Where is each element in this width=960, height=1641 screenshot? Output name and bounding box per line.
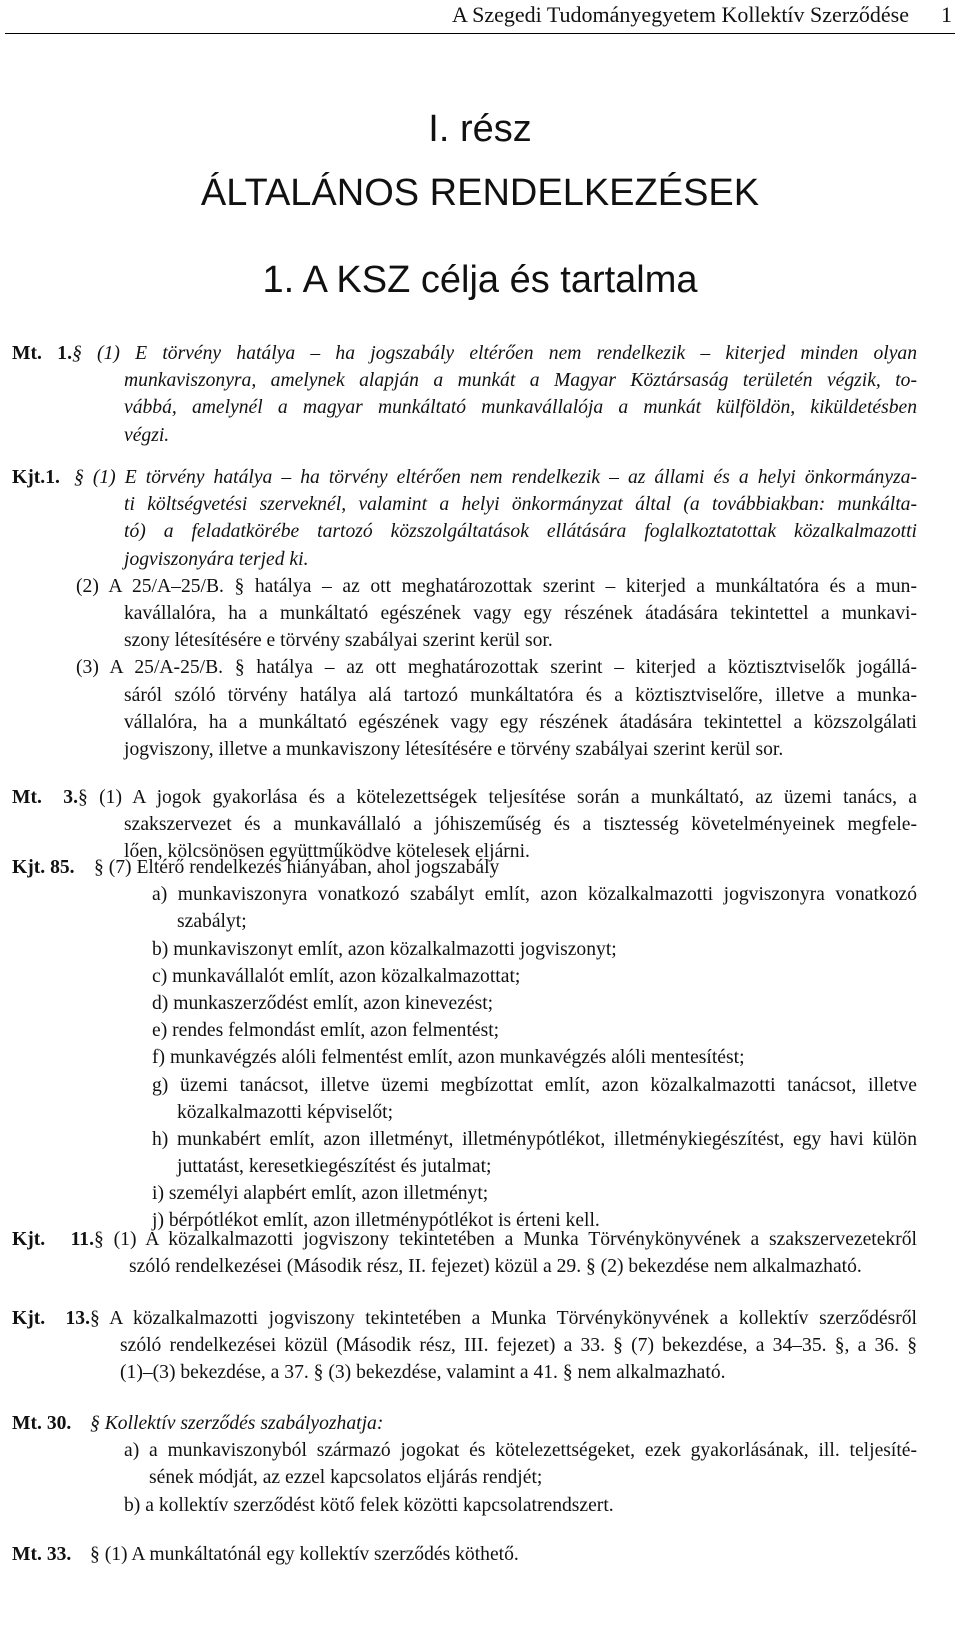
section-ref: Mt. 3. bbox=[12, 787, 78, 808]
section-line: jogviszonyára terjed ki. bbox=[124, 548, 309, 570]
list-item: szabályt; bbox=[177, 911, 247, 933]
list-item: közalkalmazotti képviselőt; bbox=[177, 1101, 394, 1123]
list-item: c) munkavállalót említ, azon közalkalmazottat; bbox=[152, 965, 521, 987]
section-line: Kjt. 85. § (7) Eltérő rendelkezés hiányában, ahol jogszabály bbox=[12, 854, 917, 881]
section-ref: Kjt. 85. bbox=[12, 857, 75, 878]
list-item: juttatást, keresetkiegészítést és jutalmat; bbox=[177, 1156, 492, 1178]
header-title: A Szegedi Tudományegyetem Kollektív Szerződése bbox=[451, 2, 909, 27]
section-line: Mt. 33. § (1) A munkáltatónál egy kollektív szerződés köthető. bbox=[12, 1541, 917, 1568]
section-mt-30 bbox=[12, 1410, 917, 1519]
list-item: a) munkaviszonyra vonatkozó szabályt említ, azon közalkalmazotti jogviszonyra vonatkozó bbox=[152, 884, 917, 906]
list-item: h) munkabért említ, azon illetményt, illetménypótlékot, illetménykiegészítést, egy havi külön bbox=[152, 1128, 917, 1150]
section-line: Kjt. 11.§ (1) A közalkalmazotti jogviszony tekintetében a Munka Törvénykönyvének a szakszervezetekről bbox=[12, 1226, 917, 1253]
section-kjt-85 bbox=[12, 854, 917, 1235]
list-item: b) a kollektív szerződést kötő felek közötti kapcsolatrendszert. bbox=[124, 1494, 614, 1516]
section-mt-33 bbox=[12, 1541, 917, 1568]
list-item: b) munkaviszonyt említ, azon közalkalmazotti jogviszonyt; bbox=[152, 938, 617, 960]
list-item: e) rendes felmondást említ, azon felmentést; bbox=[152, 1020, 500, 1042]
page-number: 1 bbox=[941, 2, 952, 27]
section-line: Mt. 3.§ (1) A jogok gyakorlása és a kötelezettségek teljesítése során a munkáltató, az üzemi tanács, a bbox=[12, 784, 917, 811]
chapter-heading: 1. A KSZ célja és tartalma bbox=[262, 259, 698, 301]
list-item: a) a munkaviszonyból származó jogokat és kötelezettségeket, ezek gyakorlásának, ill. teljesíté- bbox=[124, 1440, 917, 1462]
section-line: (3) A 25/A-25/B. § hatálya – az ott meghatározottak szerint – kiterjed a köztisztviselők jogállá- bbox=[76, 657, 917, 679]
section-line: (1)–(3) bekezdése, a 37. § (3) bekezdése, valamint a 41. § nem alkalmazható. bbox=[120, 1362, 726, 1384]
section-kjt-1 bbox=[12, 464, 917, 763]
list-item: sének módját, az ezzel kapcsolatos eljárás rendjét; bbox=[149, 1467, 543, 1489]
section-mt-1 bbox=[12, 340, 917, 449]
section-line: Kjt. 13.§ A közalkalmazotti jogviszony tekintetében a Munka Törvénykönyvének a kollektív szerződésről bbox=[12, 1305, 917, 1332]
section-line: lően, kölcsönösen együttműködve kötelesek eljárni. bbox=[124, 841, 530, 863]
section-ref: Kjt.1. bbox=[12, 467, 60, 488]
general-provisions-heading: ÁLTALÁNOS RENDELKEZÉSEK bbox=[200, 172, 760, 214]
section-line: Mt. 1.§ (1) E törvény hatálya – ha jogszabály eltérően nem rendelkezik – kiterjed minden olyan bbox=[12, 340, 917, 367]
section-line: sáról szóló törvény hatálya alá tartozó munkáltatóra és a köztisztviselőre, illetve a munka- bbox=[124, 684, 917, 706]
list-item: j) bérpótlékot említ, azon illetménypótlékot is érteni kell. bbox=[152, 1210, 600, 1232]
section-ref: Kjt. 11. bbox=[12, 1229, 94, 1250]
section-ref: Mt. 33. bbox=[12, 1544, 72, 1565]
section-ref: Mt. 1. bbox=[12, 343, 72, 364]
section-line: Mt. 30. § Kollektív szerződés szabályozhatja: bbox=[12, 1410, 917, 1437]
header-rule bbox=[5, 33, 955, 34]
list-item: g) üzemi tanácsot, illetve üzemi megbízottat említ, azon közalkalmazotti tanácsot, illetve bbox=[152, 1074, 917, 1096]
section-ref: Kjt. 13. bbox=[12, 1308, 90, 1329]
section-kjt-13 bbox=[12, 1305, 917, 1387]
part-heading: I. rész bbox=[428, 108, 532, 150]
section-line: szóló rendelkezései (Második rész, II. fejezet) közül a 29. § (2) bekezdése nem alkalmazható. bbox=[129, 1256, 862, 1278]
list-item: d) munkaszerződést említ, azon kinevezést; bbox=[152, 992, 494, 1014]
list-item: i) személyi alapbért említ, azon illetményt; bbox=[152, 1183, 489, 1205]
section-line: Kjt.1. § (1) E törvény hatálya – ha törvény eltérően nem rendelkezik – az állami és a helyi önkormányza- bbox=[12, 464, 917, 491]
section-line: vábbá, amelynél a magyar munkáltató munkavállalója a munkát külföldön, kiküldetésben bbox=[124, 397, 917, 419]
list-item: f) munkavégzés alóli felmentést említ, azon munkavégzés alóli mentesítést; bbox=[152, 1047, 745, 1069]
running-header bbox=[0, 2, 952, 28]
section-line: vállalóra, ha a munkáltató egészének vagy egy részének átadására tekintettel a közszolgálati bbox=[124, 711, 917, 733]
section-line: tó) a feladatkörébe tartozó közszolgáltatások ellátására foglalkoztatottak közalkalmazotti bbox=[124, 521, 917, 543]
section-line: (2) A 25/A–25/B. § hatálya – az ott meghatározottak szerint – kiterjed a munkáltatóra és a mun- bbox=[76, 575, 917, 597]
section-line: szóló rendelkezései közül (Második rész, III. fejezet) a 33. § (7) bekezdése, a 34–35. §, a 36. § bbox=[120, 1335, 917, 1357]
section-ref: Mt. 30. bbox=[12, 1413, 72, 1434]
section-line: szakszervezet és a munkavállaló a jóhiszeműség és a tisztesség követelményeinek megfele- bbox=[124, 814, 917, 836]
section-line: szony létesítésére e törvény szabályai szerint kerül sor. bbox=[124, 630, 553, 652]
section-line: ti költségvetési szerveknél, valamint a helyi önkormányzat által (a továbbiakban: munkálta- bbox=[124, 494, 917, 516]
section-line: munkaviszonyra, amelynek alapján a munkát a Magyar Köztársaság területén végzik, to- bbox=[124, 370, 917, 392]
section-line: kavállalóra, ha a munkáltató egészének vagy egy részének átadására tekintettel a munkavi- bbox=[124, 602, 917, 624]
section-kjt-11 bbox=[12, 1226, 917, 1280]
section-line: végzi. bbox=[124, 424, 170, 446]
section-line: jogviszony, illetve a munkaviszony létesítésére e törvény szabályai szerint kerül sor. bbox=[124, 738, 784, 760]
